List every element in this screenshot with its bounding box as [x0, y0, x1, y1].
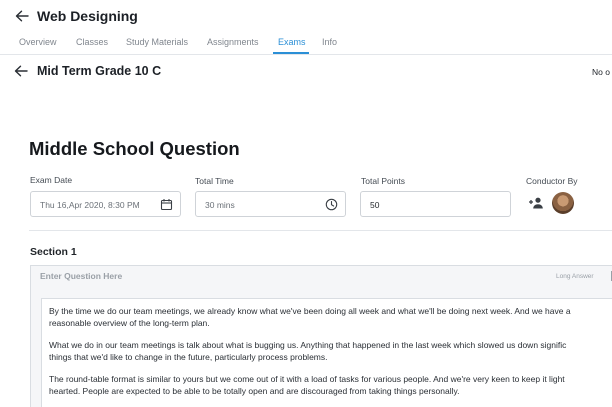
tab-assignments[interactable]: Assignments — [207, 37, 259, 47]
exam-date-value: Thu 16,Apr 2020, 8:30 PM — [40, 200, 140, 210]
conductor-label: Conductor By — [526, 176, 578, 186]
answer-paragraph — [49, 306, 612, 329]
conductor-avatar[interactable] — [552, 192, 574, 214]
answer-type-label[interactable]: Long Answer — [556, 273, 594, 280]
exam-header-right-text: No o — [592, 67, 610, 77]
person-add-icon[interactable] — [528, 196, 544, 210]
total-time-label: Total Time — [195, 176, 234, 186]
exam-date-field[interactable] — [30, 191, 181, 217]
tab-exams[interactable]: Exams — [278, 37, 306, 47]
answer-line: reasonable overview of the long-term plan. — [49, 317, 210, 328]
total-time-field[interactable] — [195, 191, 346, 217]
answer-line: The round-table format is similar to yours but we come out of it with a load of tasks for various people. And we're very keen to keep it light — [49, 374, 565, 384]
answer-line: By the time we do our team meetings, we already know what we've been doing all week and what we'll be doing next week. And we have a — [49, 306, 571, 316]
tab-info[interactable]: Info — [322, 37, 338, 47]
answer-line: hearted. People are expected to be able to be totally open and are discouraged from taking things personally. — [49, 385, 460, 396]
top-bar — [0, 0, 612, 34]
tab-classes[interactable]: Classes — [76, 37, 109, 47]
answer-text — [49, 306, 612, 407]
tab-overview[interactable]: Overview — [19, 37, 57, 47]
question-input[interactable]: Enter Question Here — [40, 271, 123, 281]
question-card — [30, 265, 612, 407]
total-points-value: 50 — [370, 200, 380, 210]
course-title: Web Designing — [37, 8, 138, 24]
total-points-label: Total Points — [361, 176, 405, 186]
exam-subtitle: Mid Term Grade 10 C — [37, 64, 162, 78]
exam-header — [0, 55, 612, 87]
section-divider — [29, 230, 612, 231]
calendar-icon[interactable] — [160, 198, 173, 211]
exam-title: Middle School Question — [29, 138, 240, 159]
answer-line: things that we'd like to change in the future, particularly process problems. — [49, 351, 328, 362]
active-tab-indicator — [273, 52, 309, 54]
total-time-value: 30 mins — [205, 200, 235, 210]
tab-bar — [0, 34, 612, 55]
exam-date-label: Exam Date — [30, 175, 73, 185]
tab-study-materials[interactable]: Study Materials — [126, 37, 189, 47]
back-button[interactable] — [13, 7, 31, 25]
arrow-left-icon — [14, 65, 28, 77]
answer-paragraph — [49, 374, 612, 397]
exam-back-button[interactable] — [12, 63, 30, 79]
arrow-left-icon — [15, 10, 29, 22]
total-points-field[interactable] — [360, 191, 511, 217]
answer-paragraph — [49, 340, 612, 363]
answer-line: What we do in our team meetings is talk about what is bugging us. Anything that happened in the last week which slowed us down signific — [49, 340, 567, 350]
clock-icon[interactable] — [325, 198, 338, 211]
answer-textarea[interactable] — [41, 298, 612, 407]
section-title: Section 1 — [30, 246, 77, 258]
